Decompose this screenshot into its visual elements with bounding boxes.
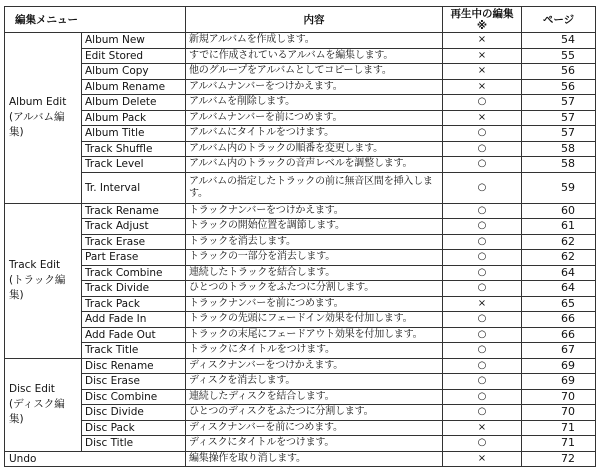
menu-item-name: Track Rename [82,203,186,219]
menu-item-description: ディスクナンバーをつけかえます。 [186,358,443,374]
menu-item-description: トラックの開始位置を調節します。 [186,219,443,235]
page-number: 58 [522,157,596,173]
table-row [5,141,596,157]
page-number: 71 [522,436,596,452]
table-row [5,420,596,436]
menu-item-name: Album Pack [82,110,186,126]
menu-item-name: Track Erase [82,234,186,250]
header-content: 内容 [186,7,443,33]
page-number: 58 [522,141,596,157]
menu-item-name: Disc Title [82,436,186,452]
table-row [5,79,596,95]
menu-item-name: Add Fade Out [82,327,186,343]
menu-item-description: 連続したトラックを結合します。 [186,265,443,281]
menu-item-name: Add Fade In [82,312,186,328]
page-number: 64 [522,265,596,281]
group-label [5,33,82,204]
playback-edit-mark: × [443,64,522,80]
table-row-undo [5,451,596,467]
table-row [5,436,596,452]
table-row [5,374,596,390]
menu-item-name: Tr. Interval [82,172,186,203]
menu-item-name: Disc Pack [82,420,186,436]
menu-item-description: トラックの一部分を消去します。 [186,250,443,266]
header-row [5,7,596,33]
menu-item-description: トラックを消去します。 [186,234,443,250]
playback-edit-mark: ○ [443,343,522,359]
menu-item-description: 編集操作を取り消します。 [186,451,443,467]
playback-edit-mark: × [443,110,522,126]
playback-edit-mark: ○ [443,250,522,266]
playback-edit-mark: ○ [443,234,522,250]
group-label-japanese: (トラック編集) [9,274,66,301]
page-number: 60 [522,203,596,219]
page-number: 57 [522,110,596,126]
page-number: 62 [522,250,596,266]
playback-edit-mark: ○ [443,172,522,203]
menu-item-name: Disc Divide [82,405,186,421]
menu-item-description: トラックナンバーをつけかえます。 [186,203,443,219]
page-number: 56 [522,79,596,95]
menu-item-name: Track Level [82,157,186,173]
page-number: 70 [522,389,596,405]
menu-item-name: Track Divide [82,281,186,297]
playback-edit-mark: × [443,33,522,49]
table-row [5,265,596,281]
playback-edit-mark: × [443,451,522,467]
table-row [5,234,596,250]
table-row [5,281,596,297]
menu-item-name: Track Shuffle [82,141,186,157]
table-row [5,172,596,203]
table-row [5,405,596,421]
table-row [5,64,596,80]
playback-edit-mark: ○ [443,141,522,157]
playback-edit-mark: ○ [443,265,522,281]
menu-item-description: 連続したディスクを結合します。 [186,389,443,405]
playback-edit-mark: ○ [443,95,522,111]
page-number: 57 [522,95,596,111]
menu-item-description: トラックナンバーを前につめます。 [186,296,443,312]
page-number: 57 [522,126,596,142]
menu-item-description: 他のグループをアルバムとしてコピーします。 [186,64,443,80]
page-number: 59 [522,172,596,203]
playback-edit-mark: × [443,420,522,436]
group-label-name: Disc Edit [9,383,55,395]
menu-item-description: トラックの先頭にフェードイン効果を付加します。 [186,312,443,328]
menu-item-name: Album Copy [82,64,186,80]
menu-item-name: Disc Rename [82,358,186,374]
table-row [5,358,596,374]
table-row [5,219,596,235]
page-number: 67 [522,343,596,359]
playback-edit-mark: ○ [443,436,522,452]
menu-item-name: Album New [82,33,186,49]
page-number: 69 [522,374,596,390]
playback-edit-mark: ○ [443,327,522,343]
header-during-playback: 再生中の編集※ [443,7,522,33]
page-number: 54 [522,33,596,49]
menu-item-name: Edit Stored [82,48,186,64]
menu-item-name: Track Adjust [82,219,186,235]
playback-edit-mark: ○ [443,157,522,173]
group-label-name: Track Edit [9,259,61,271]
playback-edit-mark: × [443,48,522,64]
menu-item-name: Album Rename [82,79,186,95]
menu-item-description: ディスクにタイトルをつけます。 [186,436,443,452]
playback-edit-mark: ○ [443,281,522,297]
playback-edit-mark: ○ [443,312,522,328]
playback-edit-mark: × [443,79,522,95]
menu-item-name: Track Combine [82,265,186,281]
page-number: 64 [522,281,596,297]
menu-item-description: すでに作成されているアルバムを編集します。 [186,48,443,64]
menu-item-description: ひとつのトラックをふたつに分割します。 [186,281,443,297]
menu-item-description: ディスクナンバーを前につめます。 [186,420,443,436]
table-row [5,296,596,312]
group-label [5,203,82,358]
page-number: 71 [522,420,596,436]
menu-item-name: Album Delete [82,95,186,111]
page-number: 61 [522,219,596,235]
page-number: 56 [522,64,596,80]
table-row [5,126,596,142]
page-number: 69 [522,358,596,374]
table-row [5,48,596,64]
menu-item-name: Track Title [82,343,186,359]
menu-item-description: アルバムの指定したトラックの前に無音区間を挿入します。 [186,172,443,203]
page-number: 66 [522,312,596,328]
header-edit-menu: 編集メニュー [5,7,186,33]
edit-menu-table [4,6,596,467]
playback-edit-mark: ○ [443,219,522,235]
table-row [5,327,596,343]
playback-edit-mark: ○ [443,203,522,219]
menu-item-description: トラックにタイトルをつけます。 [186,343,443,359]
menu-item-description: ディスクを消去します。 [186,374,443,390]
page-number: 65 [522,296,596,312]
playback-edit-mark: ○ [443,358,522,374]
table-row [5,110,596,126]
menu-item-description: 新規アルバムを作成します。 [186,33,443,49]
group-label-japanese: (アルバム編集) [9,111,65,139]
page-number: 72 [522,451,596,467]
table-row [5,203,596,219]
menu-item-description: トラックの末尾にフェードアウト効果を付加します。 [186,327,443,343]
table-body [5,33,596,467]
menu-item-name: Track Pack [82,296,186,312]
menu-item-name: Disc Combine [82,389,186,405]
menu-item-name: Disc Erase [82,374,186,390]
page-number: 66 [522,327,596,343]
table-row [5,312,596,328]
table-row [5,250,596,266]
table-row [5,33,596,49]
header-page: ページ [522,7,596,33]
page-number: 55 [522,48,596,64]
playback-edit-mark: ○ [443,374,522,390]
menu-item-name: Undo [5,451,186,467]
group-label-japanese: (ディスク編集) [9,398,65,425]
table-row [5,95,596,111]
menu-item-description: ひとつのディスクをふたつに分割します。 [186,405,443,421]
menu-item-name: Album Title [82,126,186,142]
page-number: 62 [522,234,596,250]
menu-item-description: アルバムナンバーを前につめます。 [186,110,443,126]
menu-item-description: アルバム内のトラックの順番を変更します。 [186,141,443,157]
table-row [5,389,596,405]
menu-item-description: アルバムを削除します。 [186,95,443,111]
menu-item-description: アルバムにタイトルをつけます。 [186,126,443,142]
edit-menu-table-wrapper [4,6,596,467]
table-row [5,343,596,359]
table-row [5,157,596,173]
group-label [5,358,82,451]
playback-edit-mark: ○ [443,126,522,142]
page-number: 70 [522,405,596,421]
menu-item-description: アルバム内のトラックの音声レベルを調整します。 [186,157,443,173]
menu-item-name: Part Erase [82,250,186,266]
group-label-name: Album Edit [9,96,67,109]
playback-edit-mark: × [443,296,522,312]
playback-edit-mark: ○ [443,405,522,421]
menu-item-description: アルバムナンバーをつけかえます。 [186,79,443,95]
playback-edit-mark: ○ [443,389,522,405]
